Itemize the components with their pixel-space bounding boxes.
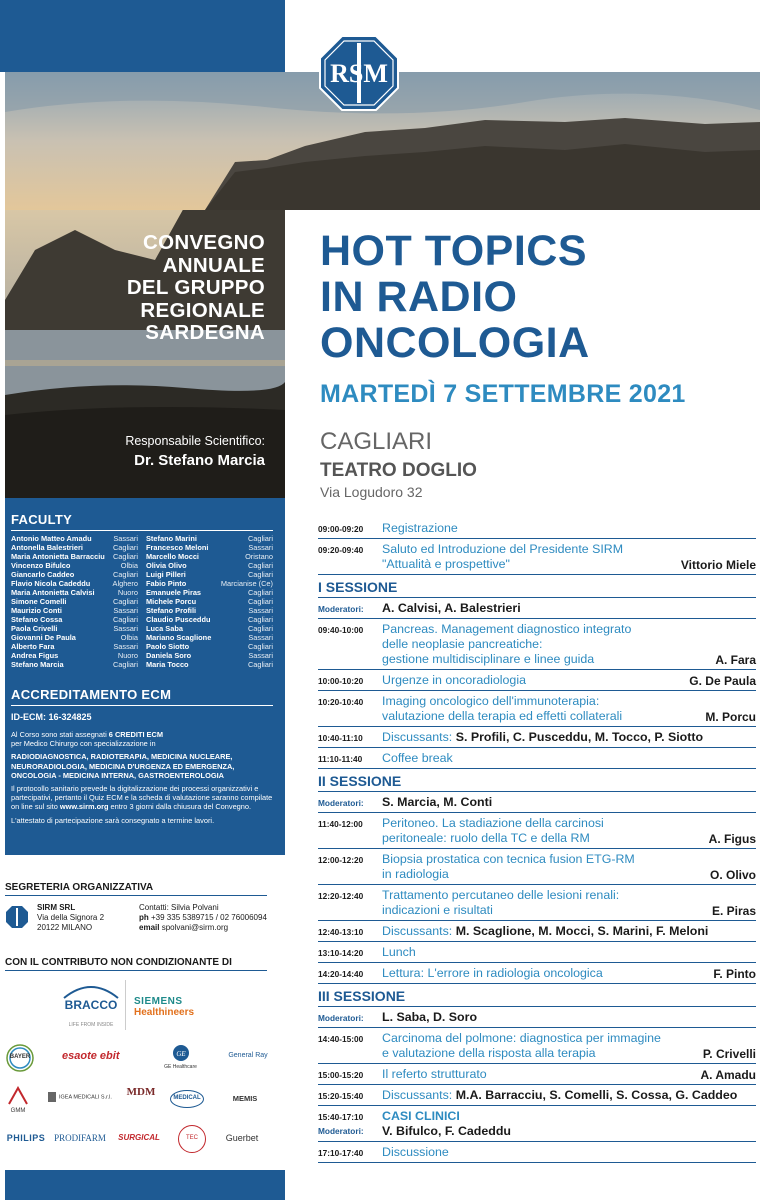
program-row [318,813,756,849]
program-row [318,849,756,885]
sponsor-gmm [6,1086,30,1114]
responsabile-label: Responsabile Scientifico: [125,434,265,448]
igea-icon [48,1092,56,1102]
acc-text: entro 3 giorni dalla chiusura del Convegno. [108,802,252,812]
faculty-name: Luigi Pilleri [146,570,186,579]
time-value: 15:40-17:10 [318,1112,364,1122]
faculty-name: Antonella Balestrieri [11,543,83,552]
program-desc [382,730,756,745]
moderators-names: S. Marcia, M. Conti [382,795,493,809]
faculty-member [146,534,273,543]
program-time: 12:40-13:10 [318,927,364,937]
sponsor-esaote-ebit [62,1050,132,1062]
program-desc [382,622,711,667]
program-desc: Urgenze in oncoradiologia [382,673,526,687]
faculty-member [146,615,273,624]
program-desc [382,852,706,882]
faculty-city: Cagliari [247,642,273,651]
program-desc [382,924,756,939]
logo-text: RSM [330,59,388,88]
desc-line: peritoneale: ruolo della TC e della RM [382,831,590,845]
faculty-member [11,588,138,597]
convegno-line: ANNUALE [162,253,265,277]
divider [11,530,273,531]
faculty-city: Cagliari [112,615,138,624]
gmm-icon [7,1086,29,1106]
faculty-city: Nuoro [117,588,138,597]
program-row [318,1142,756,1163]
event-title [320,228,590,366]
desc-line: Saluto ed Introduzione del Presidente SIRM [382,542,624,556]
moderators-names: L. Saba, D. Soro [382,1010,478,1024]
faculty-title: FACULTY [11,512,73,527]
faculty-name: Michele Porcu [146,597,197,606]
bayer-name: BAYER [9,1054,31,1060]
faculty-column-right [146,534,273,669]
program-desc: Lettura: L'errore in radiologia oncologica [382,966,603,980]
sponsor-surgical: SURGICAL [118,1133,160,1142]
faculty-list [11,534,273,669]
faculty-name: Vincenzo Bifulco [11,561,71,570]
faculty-name: Emanuele Piras [146,588,202,597]
address-line: 20122 MILANO [37,923,93,932]
faculty-name: Flavio Nicola Cadeddu [11,579,91,588]
desc-line: e valutazione della risposta alla terapia [382,1046,596,1060]
convegno-line: SARDEGNA [145,321,265,344]
program-time: 09:00-09:20 [318,524,364,534]
faculty-name: Olivia Olivo [146,561,187,570]
faculty-city: Sassari [113,624,138,633]
faculty-member [146,579,273,588]
program-speaker: A. Figus [708,832,756,846]
faculty-member [11,579,138,588]
program-time: 10:00-10:20 [318,676,364,686]
desc-line: "Attualità e prospettive" [382,557,510,571]
faculty-member [146,561,273,570]
faculty-name: Antonio Matteo Amadu [11,534,92,543]
desc-line: Carcinoma del polmone: diagnostica per immagine [382,1031,661,1045]
faculty-city: Cagliari [247,588,273,597]
desc-line: Imaging oncologico dell'immunoterapia: [382,694,600,708]
faculty-name: Marcello Mocci [146,552,199,561]
rsm-logo [318,34,400,112]
moderators-label: Moderatori: [318,604,364,614]
sirm-logo-icon [5,905,29,929]
acc-text: per Medico Chirurgo con specializzazione in [11,739,156,749]
faculty-name: Stefano Cossa [11,615,63,624]
faculty-member [11,651,138,660]
event-venue: TEATRO DOGLIO [320,460,477,481]
faculty-city: Nuoro [117,651,138,660]
program-row [318,619,756,670]
sponsor-memis: MEMIS [232,1094,258,1103]
faculty-city: Olbia [120,561,138,570]
acc-specialita: RADIODIAGNOSTICA, RADIOTERAPIA, MEDICINA NUCLEARE, NEURORADIOLOGIA, MEDICINA D'URGENZA ED EMERGENZA, ONCOLOGIA - MEDICINA INTERNA, GASTROENTEROLOGIA [11,752,235,780]
accreditamento-body [11,730,275,829]
faculty-name: Francesco Meloni [146,543,209,552]
faculty-city: Sassari [113,534,138,543]
faculty-member [146,633,273,642]
sponsor-siemens [134,996,214,1018]
faculty-member [11,561,138,570]
faculty-column-left [11,534,138,669]
igea-name: IGEA MEDICALI S.r.l. [59,1094,112,1101]
moderators-names: A. Calvisi, A. Balestrieri [382,601,521,615]
faculty-name: Simone Comelli [11,597,67,606]
phone-label: ph [139,913,149,922]
program-time: 17:10-17:40 [318,1148,364,1158]
faculty-name: Stefano Marcia [11,660,64,669]
contributo-title: CON IL CONTRIBUTO NON CONDIZIONANTE DI [5,957,232,968]
discussants-names: S. Profili, C. Pusceddu, M. Tocco, P. Siotto [455,730,704,744]
sponsor-medical: MEDICAL [170,1090,204,1108]
program-row [318,1085,756,1106]
program-speaker: G. De Paula [689,674,756,688]
faculty-city: Sassari [248,651,273,660]
program-row [318,1064,756,1085]
event-date: MARTEDÌ 7 SETTEMBRE 2021 [320,380,686,408]
moderators-row [318,598,756,619]
program-speaker: Vittorio Miele [680,558,756,572]
faculty-member [11,570,138,579]
desc-line: valutazione della terapia ed effetti collaterali [382,709,623,723]
faculty-member [146,624,273,633]
desc-line: in radiologia [382,867,449,881]
program-speaker: O. Olivo [709,868,756,882]
program-time: 12:20-12:40 [318,891,364,901]
program-row [318,518,756,539]
convegno-title [20,232,265,345]
program-time: 15:20-15:40 [318,1091,364,1101]
program-row [318,1106,756,1142]
faculty-name: Maria Antonietta Barracciu [11,552,105,561]
sponsor-ge [158,1044,203,1070]
program-row [318,1028,756,1064]
desc-line: delle neoplasie pancreatiche: [382,637,543,651]
convegno-line: DEL GRUPPO [126,276,265,299]
moderators-label: Moderatori: [318,798,364,808]
segreteria-address [37,913,104,933]
program-row [318,539,756,575]
sponsor-bracco [60,982,122,1028]
faculty-city: Cagliari [247,660,273,669]
siemens-name: SIEMENS [134,996,183,1007]
ge-logo-icon [172,1044,190,1062]
desc-line: Biopsia prostatica con tecnica fusion ETG-RM [382,852,635,866]
program-time: 10:40-11:10 [318,733,363,743]
program-time: 14:40-15:00 [318,1034,364,1044]
faculty-name: Giovanni De Paula [11,633,76,642]
faculty-city: Alghero [112,579,138,588]
sponsor-igea [48,1092,120,1102]
svg-text:GE: GE [175,1050,186,1058]
faculty-member [11,642,138,651]
faculty-name: Paolo Siotto [146,642,190,651]
program-speaker: P. Crivelli [702,1047,756,1061]
faculty-name: Paola Crivelli [11,624,58,633]
program-desc: Registrazione [382,521,458,535]
segreteria-title: SEGRETERIA ORGANIZZATIVA [5,882,154,893]
acc-credits: 6 CREDITI ECM [108,730,163,739]
discussants-label: Discussants: [382,730,456,744]
program-time: 11:10-11:40 [318,754,363,764]
desc-line: indicazioni e risultati [382,903,493,917]
faculty-name: Daniela Soro [146,651,192,660]
acc-text: L'attestato di partecipazione sarà consegnato a termine lavori. [11,815,215,825]
faculty-city: Marcianise (Ce) [220,579,273,588]
faculty-city: Cagliari [112,597,138,606]
divider [11,705,273,706]
program-speaker: M. Porcu [705,710,756,724]
desc-line: Trattamento percutaneo delle lesioni renali: [382,888,620,902]
sponsor-bayer [6,1044,34,1074]
faculty-city: Cagliari [112,543,138,552]
program-desc [382,542,677,572]
event-title-line: IN RADIO [320,273,518,321]
faculty-city: Cagliari [247,615,273,624]
program-time [318,1109,382,1136]
contact-label: Contatti: Silvia Polvani [139,903,219,912]
convegno-line: REGIONALE [140,298,265,322]
sponsor-mdm: MDM [126,1086,156,1098]
faculty-member [146,543,273,552]
divider [5,970,267,971]
program-time: 09:20-09:40 [318,545,364,555]
faculty-city: Olbia [120,633,138,642]
program-desc [382,694,701,724]
program-time: 14:20-14:40 [318,969,364,979]
ecm-id: ID-ECM: 16-324825 [11,712,92,722]
program-row [318,727,756,748]
faculty-city: Cagliari [112,660,138,669]
faculty-city: Sassari [113,606,138,615]
sponsor-generalray: General Ray [228,1052,268,1059]
faculty-member [146,642,273,651]
faculty-member [11,624,138,633]
faculty-member [11,543,138,552]
faculty-member [146,651,273,660]
bracco-tag: LIFE FROM INSIDE [68,1022,114,1028]
top-blue-band [0,0,285,72]
faculty-member [146,588,273,597]
faculty-city: Oristano [245,552,273,561]
discussants-names: M. Scaglione, M. Mocci, S. Marini, F. Meloni [455,924,709,938]
bracco-name: BRACCO [64,998,118,1012]
program-time: 09:40-10:00 [318,625,364,635]
faculty-name: Alberto Fara [11,642,55,651]
faculty-city: Cagliari [247,534,273,543]
program-time: 12:00-12:20 [318,855,364,865]
faculty-member [11,597,138,606]
email-value[interactable]: spolvani@sirm.org [159,923,229,932]
program-time: 15:00-15:20 [318,1070,364,1080]
moderators-label: Moderatori: [318,1013,364,1023]
faculty-member [11,660,138,669]
faculty-name: Maria Tocco [146,660,189,669]
session-title: II SESSIONE [318,769,756,792]
desc-line: Pancreas. Management diagnostico integrato [382,622,632,636]
faculty-name: Luca Saba [146,624,183,633]
program-row [318,963,756,984]
faculty-city: Sassari [248,543,273,552]
faculty-member [146,570,273,579]
esaote-name: esaote [62,1050,97,1062]
program-row [318,691,756,727]
program-speaker: A. Amadu [700,1068,756,1082]
faculty-member [146,552,273,561]
acc-link[interactable]: www.sirm.org [59,802,109,812]
program-row [318,942,756,963]
event-title-line: ONCOLOGIA [320,319,590,367]
program-desc [382,1031,699,1061]
faculty-name: Claudio Pusceddu [146,615,211,624]
program-desc: Discussione [382,1145,449,1159]
address-line: Via della Signora 2 [37,913,105,922]
desc-line: CASI CLINICI [382,1109,460,1123]
sponsor-prodifarm: PRODIFARM [54,1133,106,1143]
moderators-row [318,792,756,813]
faculty-member [11,606,138,615]
program-speaker: E. Piras [711,904,756,918]
ge-name: GE Healthcare [164,1064,197,1070]
divider [5,895,267,896]
program-time: 10:20-10:40 [318,697,364,707]
faculty-name: Andrea Figus [11,651,59,660]
faculty-city: Cagliari [112,552,138,561]
program-table [318,518,756,1163]
segreteria-name: SIRM SRL [37,903,76,912]
sponsor-philips: PHILIPS [6,1133,46,1143]
responsabile-name: Dr. Stefano Marcia [134,452,265,469]
program-desc [382,888,708,918]
program-desc: Lunch [382,945,416,959]
segreteria-contact [139,903,267,933]
faculty-name: Stefano Marini [146,534,197,543]
program-desc: Coffee break [382,751,453,765]
faculty-member [146,597,273,606]
faculty-city: Cagliari [247,561,273,570]
session-title: I SESSIONE [318,575,756,598]
discussants-label: Discussants: [382,1088,456,1102]
faculty-member [11,633,138,642]
event-address: Via Logudoro 32 [320,484,423,500]
moderators-row [318,1007,756,1028]
sponsor-tec: TEC [178,1125,206,1153]
faculty-city: Sassari [248,606,273,615]
bottom-blue-band [5,1170,285,1200]
faculty-name: Maurizio Conti [11,606,62,615]
faculty-city: Sassari [248,633,273,642]
program-desc [382,1088,756,1103]
convegno-line: CONVEGNO [143,231,265,254]
program-time: 11:40-12:00 [318,819,363,829]
faculty-city: Cagliari [112,570,138,579]
program-row [318,748,756,769]
program-desc: Il referto strutturato [382,1067,487,1081]
program-speaker: F. Pinto [713,967,756,981]
program-desc [382,816,705,846]
sponsor-guerbet: Guerbet [225,1133,259,1143]
program-row [318,885,756,921]
email-label: email [139,923,160,932]
faculty-member [11,534,138,543]
faculty-member [146,606,273,615]
acc-text: Il protocollo sanitario prevede la digitalizzazione dei processi organizzativi e partecipativi, pertanto il Quiz ECM e la scheda di valutazione saranno compilate on line sul sito [11,784,273,812]
moderators-label: Moderatori: [318,1126,364,1136]
moderators-names: V. Bifulco, F. Cadeddu [382,1124,511,1138]
discussants-label: Discussants: [382,924,456,938]
program-row [318,921,756,942]
faculty-city: Cagliari [247,624,273,633]
faculty-member [11,552,138,561]
program-time: 13:10-14:20 [318,948,364,958]
faculty-member [146,660,273,669]
desc-line: Peritoneo. La stadiazione della carcinosi [382,816,604,830]
ebit-name: ebit [99,1050,120,1062]
accreditamento-title: ACCREDITAMENTO ECM [11,687,172,702]
divider [125,980,126,1030]
faculty-member [11,615,138,624]
faculty-city: Cagliari [247,597,273,606]
faculty-panel [5,498,285,855]
gmm-name: GMM [10,1108,26,1114]
discussants-names: M.A. Barracciu, S. Comelli, S. Cossa, G. Caddeo [455,1088,738,1102]
event-city: CAGLIARI [320,428,433,455]
faculty-name: Stefano Profili [146,606,197,615]
faculty-name: Mariano Scaglione [146,633,212,642]
program-desc [382,1109,756,1139]
phone-value: +39 335 5389715 / 02 76006094 [148,913,267,922]
faculty-city: Cagliari [247,570,273,579]
session-title: III SESSIONE [318,984,756,1007]
faculty-name: Giancarlo Caddeo [11,570,75,579]
faculty-name: Maria Antonietta Calvisi [11,588,95,597]
program-speaker: A. Fara [715,653,756,667]
program-row [318,670,756,691]
faculty-city: Sassari [113,642,138,651]
healthineers-name: Healthineers [134,1007,195,1018]
acc-text: Al Corso sono stati assegnati [11,730,109,739]
event-title-line: HOT TOPICS [320,227,588,275]
desc-line: gestione multidisciplinare e linee guida [382,652,595,666]
faculty-name: Fabio Pinto [146,579,187,588]
